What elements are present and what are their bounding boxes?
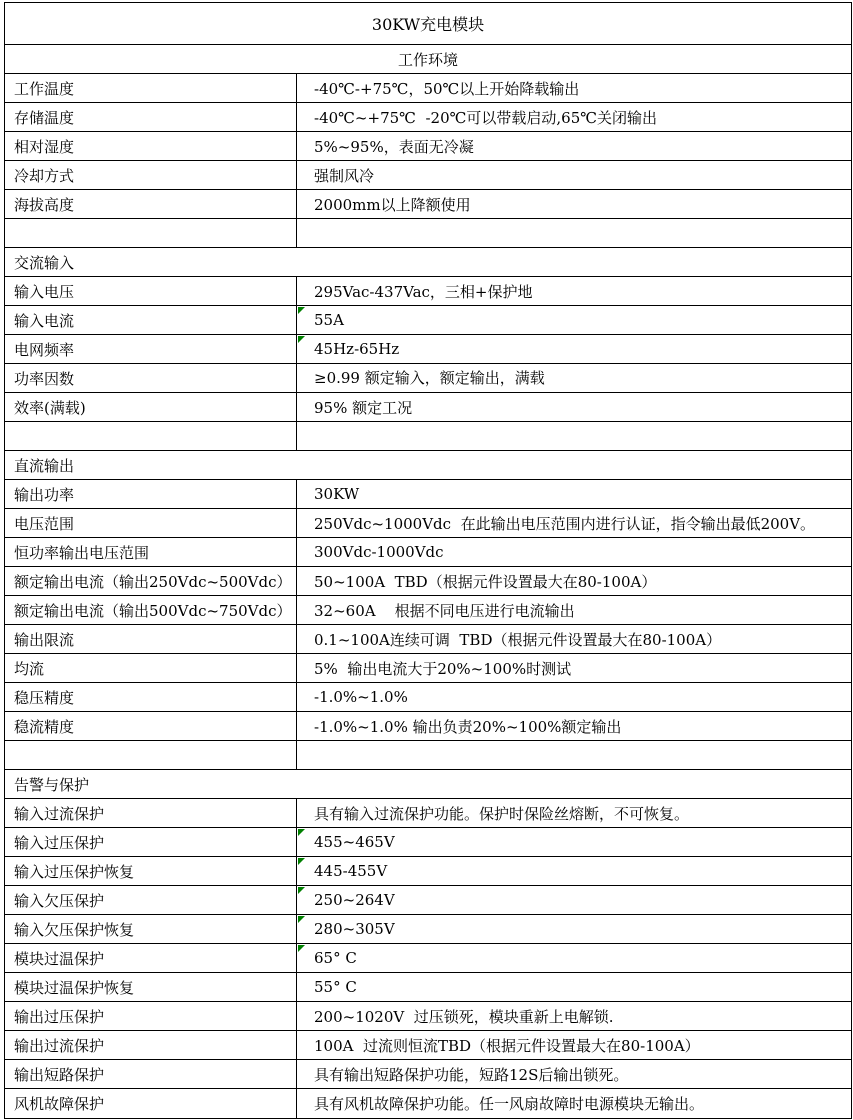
spec-row [5,973,851,1002]
section-header-row [5,770,851,799]
spec-value: 95% 额定工况 [314,398,413,417]
spec-row [5,1089,851,1118]
spec-value: 50~100A TBD（根据元件设置最大在80-100A） [314,572,657,591]
spec-value: 455~465V [314,833,395,851]
spec-label-cell[interactable] [5,1089,297,1118]
spec-label-cell[interactable] [5,74,297,102]
spec-label-cell[interactable] [5,596,297,624]
spec-row [5,799,851,828]
spec-row [5,306,851,335]
cell-flag-icon [298,945,305,952]
spec-label-cell[interactable] [5,335,297,363]
spec-value: 具有输入过流保护功能。保护时保险丝熔断，不可恢复。 [314,804,690,823]
spec-value-cell[interactable] [297,944,851,972]
spec-row [5,393,851,422]
cell-flag-icon [298,887,305,894]
title-row [5,3,851,45]
spec-value: 65° C [314,949,357,967]
spec-value-cell[interactable] [297,683,851,711]
spec-value-cell[interactable] [297,1031,851,1059]
spec-value-cell[interactable] [297,915,851,943]
spec-value: 55A [314,311,344,329]
spec-value-cell[interactable] [297,277,851,305]
spec-row [5,335,851,364]
spec-value-line2 [314,389,851,392]
spec-value: -40℃~+75℃ -20℃可以带载启动,65℃关闭输出 [314,108,658,127]
spec-label-cell[interactable] [5,828,297,856]
section-title: 直流输出 [14,456,75,475]
spec-label: 模块过温保护 [14,949,105,968]
empty-row [5,422,851,451]
spec-value: 2000mm以上降额使用 [314,195,471,214]
cell-flag-icon [298,336,305,343]
spec-value-cell[interactable] [297,596,851,624]
spec-label: 输出过流保护 [14,1036,105,1055]
spec-value-cell[interactable] [297,625,851,653]
spec-value-cell[interactable] [297,654,851,682]
spec-value: 250Vdc~1000Vdc 在此输出电压范围内进行认证，指令输出最低200V。 [314,514,816,533]
spec-row [5,654,851,683]
spec-label: 输入过压保护 [14,833,105,852]
spec-label: 输出短路保护 [14,1065,105,1084]
spec-value-cell[interactable] [297,567,851,595]
spec-row [5,364,851,393]
spec-row [5,1002,851,1031]
spec-row [5,886,851,915]
cell-flag-icon [298,307,305,314]
spec-value-cell[interactable] [297,828,851,856]
empty-value-cell[interactable] [297,422,851,450]
spec-row [5,480,851,509]
spec-value: 100A 过流则恒流TBD（根据元件设置最大在80-100A） [314,1036,700,1055]
spec-label-cell[interactable] [5,277,297,305]
spec-value: -1.0%~1.0% 输出负责20%~100%额定输出 [314,717,622,736]
spec-row [5,915,851,944]
spec-label-cell[interactable] [5,306,297,334]
spec-row [5,277,851,306]
spec-value-cell[interactable] [297,103,851,131]
spec-value-cell[interactable] [297,335,851,363]
spec-row [5,596,851,625]
spec-value: 0.1~100A连续可调 TBD（根据元件设置最大在80-100A） [314,630,722,649]
spec-value: 32~60A 根据不同电压进行电流输出 [314,601,575,620]
spec-label-cell[interactable] [5,132,297,160]
empty-row [5,741,851,770]
spec-row [5,857,851,886]
spec-value: 5% 输出电流大于20%~100%时测试 [314,659,572,678]
spec-value-cell[interactable] [297,306,851,334]
empty-value-cell[interactable] [297,741,851,769]
spec-value-cell[interactable] [297,190,851,218]
spec-label: 工作温度 [14,79,75,98]
section-header-row [5,451,851,480]
spec-label: 电网频率 [14,340,75,359]
spec-label-cell[interactable] [5,538,297,566]
spec-label-cell[interactable] [5,944,297,972]
empty-label-cell[interactable] [5,219,297,247]
section-title: 告警与保护 [14,775,90,794]
spec-label-cell[interactable] [5,712,297,740]
spec-value: 45Hz-65Hz [314,340,400,358]
spec-label: 输出限流 [14,630,75,649]
spec-label: 输入电压 [14,282,75,301]
spec-label: 恒功率输出电压范围 [14,543,150,562]
spec-label-cell[interactable] [5,161,297,189]
spec-value-cell[interactable] [297,538,851,566]
spec-value-cell[interactable] [297,1089,851,1118]
cell-flag-icon [298,858,305,865]
spec-label: 输出过压保护 [14,1007,105,1026]
spec-value-cell[interactable] [297,973,851,1001]
spec-value-cell[interactable] [297,393,851,421]
spec-label: 存储温度 [14,108,75,127]
spec-label: 效率(满载) [14,398,86,417]
spec-label-cell[interactable] [5,480,297,508]
spec-label-cell[interactable] [5,857,297,885]
empty-row [5,219,851,248]
spec-label-cell[interactable] [5,886,297,914]
spec-value-cell[interactable] [297,161,851,189]
spec-table [4,2,852,1119]
spec-label: 模块过温保护恢复 [14,978,135,997]
spec-label-cell[interactable] [5,1060,297,1088]
spec-value: ≥0.99 额定输入，额定输出，满载 [314,369,545,387]
spec-value-cell[interactable] [297,799,851,827]
empty-label-cell[interactable] [5,741,297,769]
spec-label-cell[interactable] [5,1002,297,1030]
spec-value-cell[interactable] [297,712,851,740]
spec-row [5,190,851,219]
spec-label: 稳压精度 [14,688,75,707]
spec-row [5,712,851,741]
spec-value: 300Vdc-1000Vdc [314,543,444,561]
spec-label: 输入过流保护 [14,804,105,823]
cell-flag-icon [298,829,305,836]
spec-label-cell[interactable] [5,509,297,537]
spec-value: 30KW [314,485,360,503]
spec-label-cell[interactable] [5,915,297,943]
spec-row [5,828,851,857]
section-header-row [5,248,851,277]
spec-value: -40℃-+75℃，50℃以上开始降载输出 [314,79,580,98]
spec-row [5,1031,851,1060]
spec-row [5,944,851,973]
spec-label: 额定输出电流（输出500Vdc~750Vdc） [14,601,292,620]
spec-label: 功率因数 [14,369,75,388]
spec-label-cell[interactable] [5,625,297,653]
spec-label-cell[interactable] [5,364,297,392]
spec-label: 电压范围 [14,514,75,533]
spec-row [5,683,851,712]
section-title: 交流输入 [14,253,75,272]
spec-row [5,567,851,596]
spec-label-cell[interactable] [5,973,297,1001]
spec-value-cell[interactable] [297,132,851,160]
spec-value: 55° C [314,978,357,996]
spec-value: 295Vac-437Vac，三相+保护地 [314,282,533,301]
section-title: 工作环境 [397,50,458,69]
spec-row [5,132,851,161]
spec-value: 445-455V [314,862,388,880]
spec-row [5,625,851,654]
spec-value: 具有输出短路保护功能，短路12S后输出锁死。 [314,1065,629,1084]
spec-value: 200~1020V 过压锁死，模块重新上电解锁. [314,1007,614,1026]
spec-label: 风机故障保护 [14,1095,105,1113]
spec-label: 相对湿度 [14,137,75,156]
spec-value-cell[interactable] [297,1060,851,1088]
spec-value: 5%~95%，表面无冷凝 [314,137,474,156]
spec-row [5,538,851,567]
spec-row [5,161,851,190]
spec-label-cell[interactable] [5,654,297,682]
spec-label-cell[interactable] [5,393,297,421]
spec-value: 强制风冷 [314,166,375,185]
spec-label-cell[interactable] [5,103,297,131]
spec-value: 250~264V [314,891,395,909]
spec-row [5,509,851,538]
spec-label-cell[interactable] [5,799,297,827]
spec-value-cell[interactable] [297,509,851,537]
spec-label-cell[interactable] [5,683,297,711]
spec-label: 输入欠压保护恢复 [14,920,135,939]
spec-label: 输入欠压保护 [14,891,105,910]
spec-label: 额定输出电流（输出250Vdc~500Vdc） [14,572,292,591]
spec-value: 280~305V [314,920,395,938]
section-header-row [5,45,851,74]
spec-label: 输出功率 [14,485,75,504]
spec-label-cell[interactable] [5,190,297,218]
spec-row [5,74,851,103]
spec-label: 输入电流 [14,311,75,330]
spec-label: 稳流精度 [14,717,75,736]
spec-row [5,1060,851,1089]
spec-label: 均流 [14,659,45,678]
spec-label-cell[interactable] [5,567,297,595]
spec-value-cell[interactable] [297,1002,851,1030]
spec-value: 具有风机故障保护功能。任一风扇故障时电源模块无输出。 [314,1095,705,1113]
spec-label-cell[interactable] [5,1031,297,1059]
spec-value-cell[interactable] [297,857,851,885]
spec-value-cell[interactable] [297,364,851,392]
spec-label: 输入过压保护恢复 [14,862,135,881]
cell-flag-icon [298,916,305,923]
empty-value-cell[interactable] [297,219,851,247]
spec-row [5,103,851,132]
spec-value-cell[interactable] [297,886,851,914]
empty-label-cell[interactable] [5,422,297,450]
page-title: 30KW充电模块 [371,15,485,34]
spec-value-cell[interactable] [297,480,851,508]
spec-label: 冷却方式 [14,166,75,185]
spec-value-cell[interactable] [297,74,851,102]
spec-value: -1.0%~1.0% [314,688,408,706]
spec-label: 海拔高度 [14,195,75,214]
